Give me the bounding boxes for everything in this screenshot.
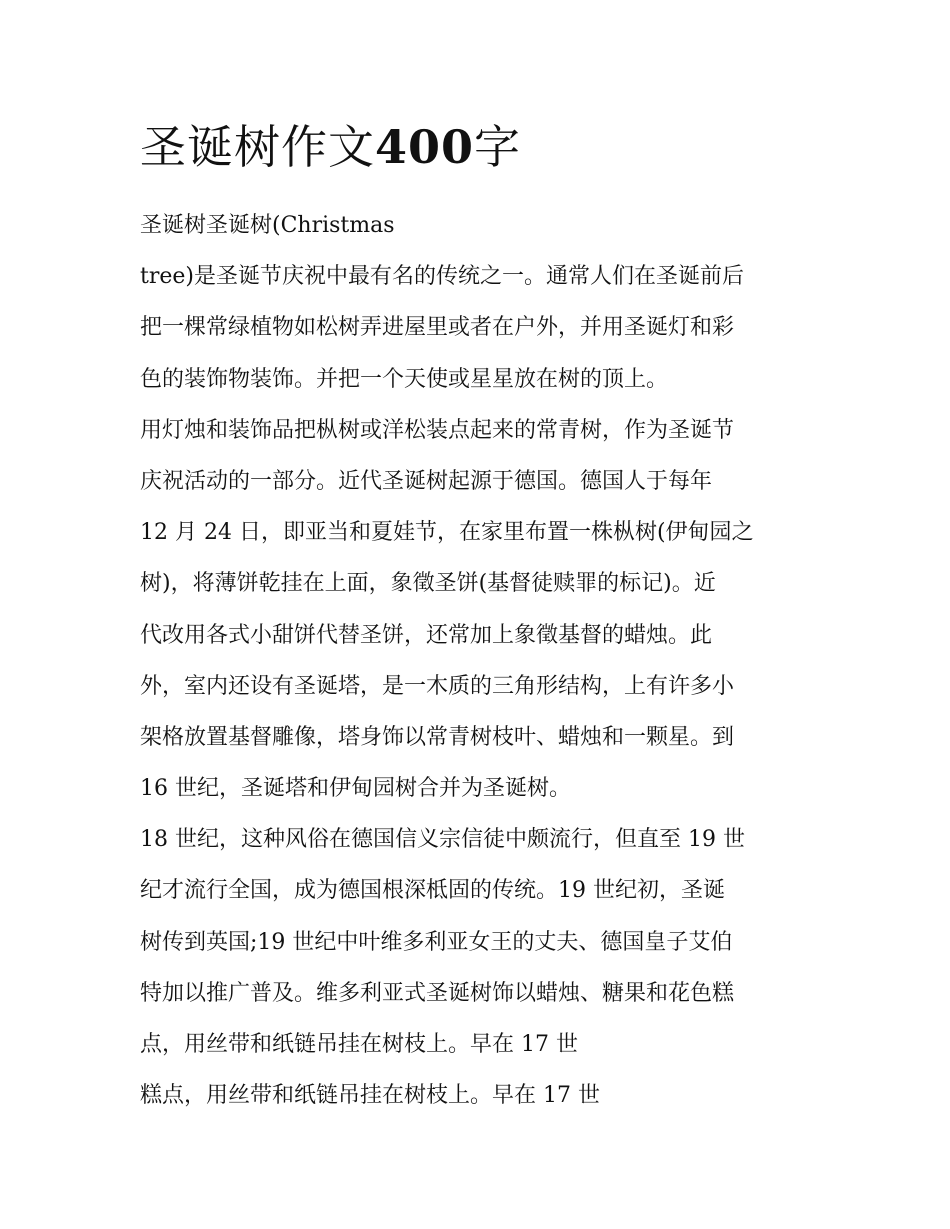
text-line: 12 月 24 日，即亚当和夏娃节，在家里布置一株枞树(伊甸园之	[140, 520, 754, 546]
text-line: 圣诞树圣诞树(Christmas	[140, 213, 395, 238]
title-number: 400	[375, 120, 475, 174]
text-line: 代改用各式小甜饼代替圣饼，还常加上象徵基督的蜡烛。此	[140, 622, 713, 648]
text-line: 18 世纪，这种风俗在德国信义宗信徒中颇流行，但直至 19 世	[140, 827, 745, 853]
text-line: 把一棵常绿植物如松树弄进屋里或者在户外，并用圣诞灯和彩	[140, 315, 735, 341]
text-line: 色的装饰物装饰。并把一个天使或星星放在树的顶上。	[140, 366, 669, 392]
essay-body	[140, 200, 820, 1121]
text-line: 用灯烛和装饰品把枞树或洋松装点起来的常青树，作为圣诞节	[140, 417, 735, 443]
text-line: 糕点，用丝带和纸链吊挂在树枝上。早在 17 世	[140, 1083, 600, 1109]
text-line: 外，室内还设有圣诞塔，是一木质的三角形结构，上有许多小	[140, 673, 735, 699]
text-line: 特加以推广普及。维多利亚式圣诞树饰以蜡烛、糖果和花色糕	[140, 980, 735, 1006]
text-line: 庆祝活动的一部分。近代圣诞树起源于德国。德国人于每年	[140, 468, 713, 494]
page-title	[140, 118, 521, 176]
text-line: 树)，将薄饼乾挂在上面，象徵圣饼(基督徒赎罪的标记)。近	[140, 571, 716, 597]
text-line: 16 世纪，圣诞塔和伊甸园树合并为圣诞树。	[140, 776, 571, 802]
text-line: 纪才流行全国，成为德国根深柢固的传统。19 世纪初，圣诞	[140, 878, 725, 904]
title-suffix: 字	[474, 120, 522, 174]
text-line: tree)是圣诞节庆祝中最有名的传统之一。通常人们在圣诞前后	[140, 264, 744, 290]
text-line: 架格放置基督雕像，塔身饰以常青树枝叶、蜡烛和一颗星。到	[140, 724, 735, 750]
text-line: 树传到英国;19 世纪中叶维多利亚女王的丈夫、德国皇子艾伯	[140, 929, 733, 955]
text-line: 点，用丝带和纸链吊挂在树枝上。早在 17 世	[140, 1032, 578, 1057]
title-prefix: 圣诞树作文	[140, 120, 375, 174]
